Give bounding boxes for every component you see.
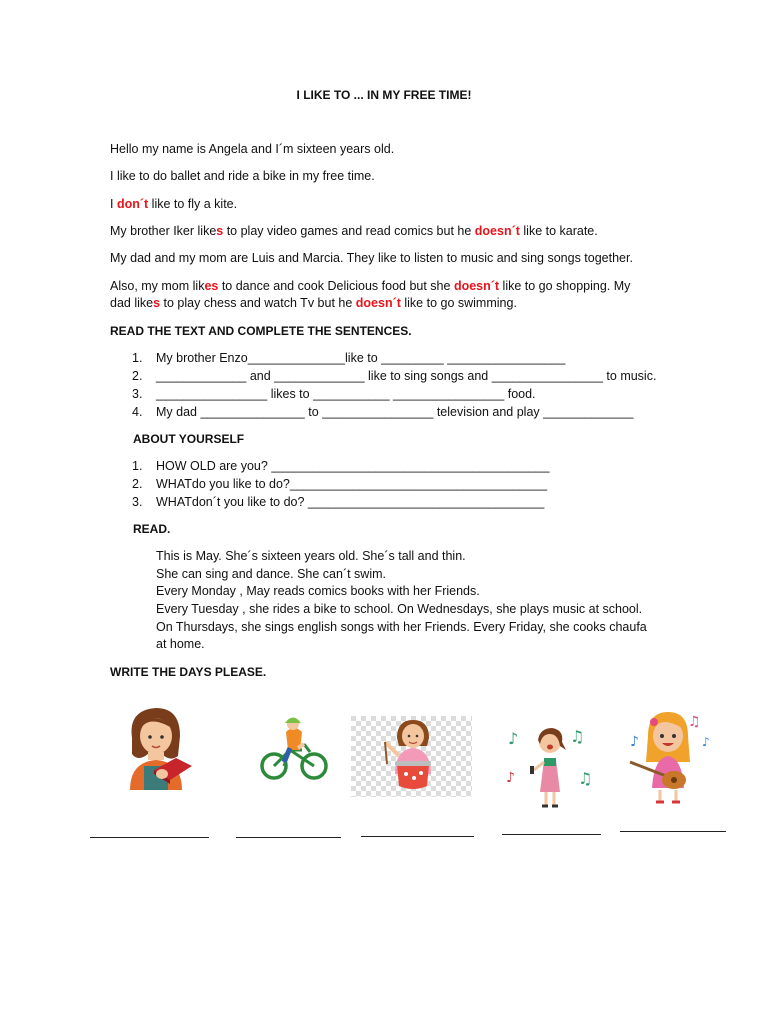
reading-line: On Thursdays, she sings english songs with her Friends. Every Friday, she cooks chaufa [156, 620, 647, 634]
emphasis-suffix: es [204, 279, 219, 293]
text-segment: I [110, 197, 117, 211]
list-number: 3. [132, 495, 143, 509]
answer-blank[interactable] [502, 834, 601, 835]
text-line-3 [110, 197, 237, 211]
answer-blank[interactable] [90, 837, 209, 838]
svg-text:♫: ♫ [570, 727, 585, 746]
answer-blank[interactable] [236, 837, 341, 838]
text-segment: like to karate. [519, 224, 598, 238]
text-segment: like to fly a kite. [148, 197, 238, 211]
girl-reading-icon [118, 704, 198, 794]
list-number: 1. [132, 459, 143, 473]
reading-line: This is May. She´s sixteen years old. She´s tall and thin. [156, 549, 466, 563]
svg-text:♪: ♪ [506, 770, 515, 786]
list-text: ________________ likes to ___________ ________________ food. [156, 387, 536, 401]
answer-blank[interactable] [361, 836, 474, 837]
reading-line: She can sing and dance. She can´t swim. [156, 567, 386, 581]
emphasis-suffix: s [216, 224, 224, 238]
text-line-4 [110, 224, 598, 238]
list-item [132, 477, 547, 491]
emphasis-suffix: s [153, 296, 161, 310]
list-text: HOW OLD are you? ________________________________________ [156, 459, 550, 473]
text-segment: to play video games and read comics but he [223, 224, 475, 238]
list-text: My dad _______________ to ________________ television and play _____________ [156, 405, 634, 419]
list-text: WHATdo you like to do?_____________________________________ [156, 477, 548, 491]
girl-singing-icon [500, 722, 600, 812]
list-item [132, 369, 656, 383]
list-item [132, 495, 544, 509]
section-heading-read: READ. [133, 522, 171, 536]
section-heading-complete: READ THE TEXT AND COMPLETE THE SENTENCES. [110, 324, 412, 338]
text-line-6 [110, 279, 630, 293]
text-line-7 [110, 296, 517, 310]
svg-text:♫: ♫ [578, 769, 593, 788]
list-text: WHATdon´t you like to do? __________________________________ [156, 495, 545, 509]
text-segment: to dance and cook Delicious food but she [218, 279, 454, 293]
girl-guitar-icon [618, 706, 728, 808]
list-number: 2. [132, 477, 143, 491]
text-line-5: My dad and my mom are Luis and Marcia. They like to listen to music and sing songs together. [110, 251, 633, 265]
text-segment: Also, my mom lik [110, 279, 205, 293]
reading-line: Every Tuesday , she rides a bike to school. On Wednesdays, she plays music at school. [156, 602, 643, 616]
svg-text:♪: ♪ [508, 729, 519, 748]
emphasis-word: doesn´t [355, 296, 401, 310]
list-item [132, 387, 536, 401]
list-item [132, 405, 634, 419]
page-title: I LIKE TO ... IN MY FREE TIME! [296, 88, 472, 102]
text-segment: like to go swimming. [400, 296, 517, 310]
list-item [132, 459, 549, 473]
text-segment: to play chess and watch Tv but he [160, 296, 356, 310]
list-item [132, 351, 565, 365]
list-number: 1. [132, 351, 143, 365]
emphasis-word: don´t [116, 197, 149, 211]
emphasis-word: doesn´t [453, 279, 500, 293]
text-line-1: Hello my name is Angela and I´m sixteen years old. [110, 142, 395, 156]
svg-text:♪: ♪ [702, 735, 710, 749]
list-number: 4. [132, 405, 143, 419]
text-segment: dad like [110, 296, 154, 310]
girl-cooking-icon [351, 716, 472, 797]
text-segment: My brother Iker like [110, 224, 217, 238]
list-text: _____________ and _____________ like to sing songs and ________________ to music. [156, 369, 657, 383]
answer-blank[interactable] [620, 831, 726, 832]
reading-line: at home. [156, 637, 205, 651]
emphasis-word: doesn´t [474, 224, 520, 238]
girl-cycling-icon [260, 714, 330, 784]
section-heading-write-days: WRITE THE DAYS PLEASE. [110, 665, 267, 679]
text-segment: like to go shopping. My [499, 279, 631, 293]
list-number: 3. [132, 387, 143, 401]
list-text: My brother Enzo______________like to _________ _________________ [156, 351, 566, 365]
section-heading-about-yourself: ABOUT YOURSELF [133, 432, 245, 446]
reading-line: Every Monday , May reads comics books with her Friends. [156, 584, 480, 598]
svg-text:♫: ♫ [688, 714, 701, 730]
text-line-2: I like to do ballet and ride a bike in my free time. [110, 169, 375, 183]
list-number: 2. [132, 369, 143, 383]
svg-text:♪: ♪ [630, 734, 639, 750]
